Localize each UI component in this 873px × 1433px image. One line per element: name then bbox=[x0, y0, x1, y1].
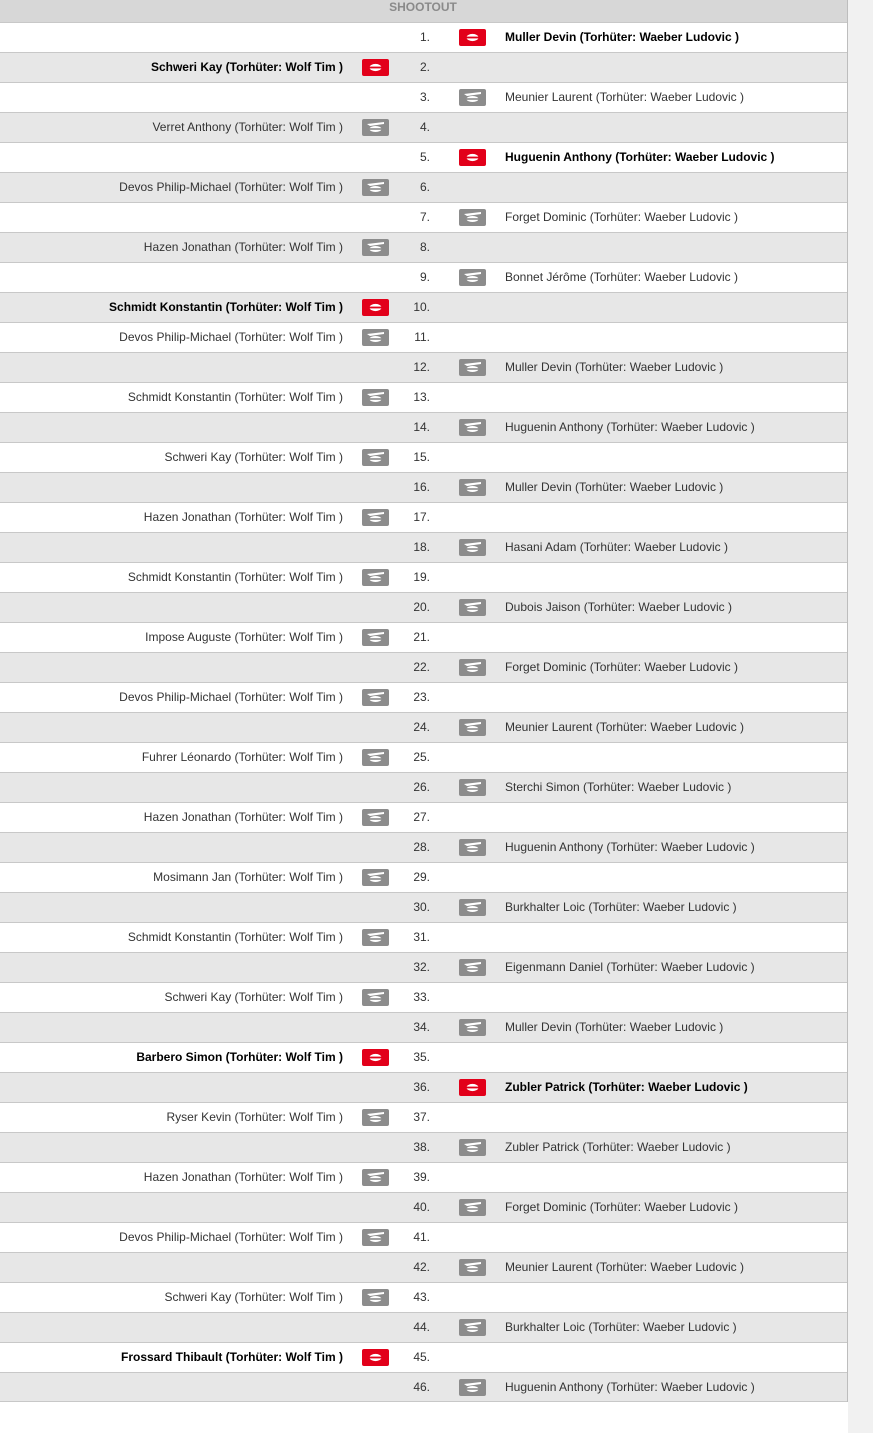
shootout-header bbox=[0, 0, 847, 22]
miss-puck-icon bbox=[459, 1259, 486, 1276]
shootout-row bbox=[0, 1042, 847, 1072]
home-shooter-name: Schmidt Konstantin (Torhüter: Wolf Tim ) bbox=[127, 570, 343, 584]
attempt-number: 34. bbox=[413, 1020, 430, 1034]
miss-puck-icon bbox=[459, 1379, 486, 1396]
home-shooter-name: Devos Philip-Michael (Torhüter: Wolf Tim ) bbox=[119, 180, 343, 194]
miss-puck-icon bbox=[459, 479, 486, 496]
attempt-number: 40. bbox=[413, 1200, 430, 1214]
miss-puck-icon bbox=[362, 329, 389, 346]
away-shooter-name: Dubois Jaison (Torhüter: Waeber Ludovic ) bbox=[505, 600, 732, 614]
away-shooter-name: Forget Dominic (Torhüter: Waeber Ludovic ) bbox=[505, 1200, 738, 1214]
attempt-number: 20. bbox=[413, 600, 430, 614]
miss-puck-icon bbox=[362, 239, 389, 256]
shootout-row bbox=[0, 772, 847, 802]
away-shooter-name: Sterchi Simon (Torhüter: Waeber Ludovic ) bbox=[505, 780, 732, 794]
attempt-number: 25. bbox=[413, 750, 430, 764]
home-shooter-name: Schmidt Konstantin (Torhüter: Wolf Tim ) bbox=[127, 390, 343, 404]
away-shooter-name: Hasani Adam (Torhüter: Waeber Ludovic ) bbox=[505, 540, 728, 554]
shootout-row bbox=[0, 892, 847, 922]
attempt-number: 44. bbox=[413, 1320, 430, 1334]
attempt-number: 2. bbox=[419, 60, 430, 74]
goal-puck-icon bbox=[362, 299, 389, 316]
away-shooter-name: Muller Devin (Torhüter: Waeber Ludovic ) bbox=[505, 480, 724, 494]
away-shooter-name: Zubler Patrick (Torhüter: Waeber Ludovic ) bbox=[505, 1140, 731, 1154]
attempt-number: 9. bbox=[419, 270, 430, 284]
home-shooter-name: Barbero Simon (Torhüter: Wolf Tim ) bbox=[136, 1050, 343, 1064]
attempt-number: 31. bbox=[413, 930, 430, 944]
goal-puck-icon bbox=[362, 1349, 389, 1366]
shootout-row bbox=[0, 22, 847, 52]
shootout-row bbox=[0, 562, 847, 592]
shootout-row bbox=[0, 112, 847, 142]
attempt-number: 3. bbox=[419, 90, 430, 104]
shootout-row bbox=[0, 442, 847, 472]
shootout-row bbox=[0, 1282, 847, 1312]
miss-puck-icon bbox=[459, 599, 486, 616]
shootout-row bbox=[0, 262, 847, 292]
shootout-row bbox=[0, 742, 847, 772]
shootout-row bbox=[0, 82, 847, 112]
shootout-row bbox=[0, 232, 847, 262]
miss-puck-icon bbox=[459, 899, 486, 916]
attempt-number: 7. bbox=[419, 210, 430, 224]
home-shooter-name: Devos Philip-Michael (Torhüter: Wolf Tim ) bbox=[119, 330, 343, 344]
attempt-number: 45. bbox=[413, 1350, 430, 1364]
shootout-row bbox=[0, 412, 847, 442]
home-shooter-name: Hazen Jonathan (Torhüter: Wolf Tim ) bbox=[143, 510, 343, 524]
attempt-number: 23. bbox=[413, 690, 430, 704]
shootout-row bbox=[0, 1102, 847, 1132]
away-shooter-name: Huguenin Anthony (Torhüter: Waeber Ludovic ) bbox=[505, 420, 755, 434]
shootout-row bbox=[0, 1132, 847, 1162]
shootout-row bbox=[0, 802, 847, 832]
home-shooter-name: Hazen Jonathan (Torhüter: Wolf Tim ) bbox=[143, 1170, 343, 1184]
away-shooter-name: Eigenmann Daniel (Torhüter: Waeber Ludovic ) bbox=[505, 960, 755, 974]
away-shooter-name: Meunier Laurent (Torhüter: Waeber Ludovic ) bbox=[505, 90, 745, 104]
attempt-number: 22. bbox=[413, 660, 430, 674]
away-shooter-name: Burkhalter Loic (Torhüter: Waeber Ludovic ) bbox=[505, 1320, 737, 1334]
attempt-number: 39. bbox=[413, 1170, 430, 1184]
miss-puck-icon bbox=[459, 359, 486, 376]
home-shooter-name: Frossard Thibault (Torhüter: Wolf Tim ) bbox=[121, 1350, 343, 1364]
shootout-row bbox=[0, 1072, 847, 1102]
shootout-row bbox=[0, 982, 847, 1012]
attempt-number: 37. bbox=[413, 1110, 430, 1124]
shootout-rows bbox=[0, 22, 847, 1402]
away-shooter-name: Forget Dominic (Torhüter: Waeber Ludovic ) bbox=[505, 660, 738, 674]
away-shooter-name: Forget Dominic (Torhüter: Waeber Ludovic ) bbox=[505, 210, 738, 224]
attempt-number: 35. bbox=[413, 1050, 430, 1064]
miss-puck-icon bbox=[459, 419, 486, 436]
away-shooter-name: Huguenin Anthony (Torhüter: Waeber Ludovic ) bbox=[505, 150, 775, 164]
miss-puck-icon bbox=[459, 539, 486, 556]
attempt-number: 4. bbox=[419, 120, 430, 134]
shootout-row bbox=[0, 652, 847, 682]
miss-puck-icon bbox=[362, 809, 389, 826]
attempt-number: 5. bbox=[419, 150, 430, 164]
attempt-number: 33. bbox=[413, 990, 430, 1004]
away-shooter-name: Muller Devin (Torhüter: Waeber Ludovic ) bbox=[505, 30, 740, 44]
shootout-title: SHOOTOUT bbox=[389, 0, 457, 14]
away-shooter-name: Huguenin Anthony (Torhüter: Waeber Ludovic ) bbox=[505, 1380, 755, 1394]
shootout-row bbox=[0, 172, 847, 202]
attempt-number: 10. bbox=[413, 300, 430, 314]
miss-puck-icon bbox=[362, 449, 389, 466]
shootout-row bbox=[0, 292, 847, 322]
miss-puck-icon bbox=[362, 689, 389, 706]
miss-puck-icon bbox=[362, 1169, 389, 1186]
miss-puck-icon bbox=[459, 779, 486, 796]
attempt-number: 12. bbox=[413, 360, 430, 374]
attempt-number: 36. bbox=[413, 1080, 430, 1094]
attempt-number: 19. bbox=[413, 570, 430, 584]
shootout-row bbox=[0, 862, 847, 892]
attempt-number: 8. bbox=[419, 240, 430, 254]
shootout-row bbox=[0, 1372, 847, 1402]
shootout-row bbox=[0, 532, 847, 562]
attempt-number: 14. bbox=[413, 420, 430, 434]
miss-puck-icon bbox=[459, 1139, 486, 1156]
home-shooter-name: Mosimann Jan (Torhüter: Wolf Tim ) bbox=[153, 870, 343, 884]
attempt-number: 43. bbox=[413, 1290, 430, 1304]
attempt-number: 42. bbox=[413, 1260, 430, 1274]
attempt-number: 46. bbox=[413, 1380, 430, 1394]
home-shooter-name: Devos Philip-Michael (Torhüter: Wolf Tim ) bbox=[119, 690, 343, 704]
miss-puck-icon bbox=[362, 569, 389, 586]
shootout-row bbox=[0, 1192, 847, 1222]
home-shooter-name: Ryser Kevin (Torhüter: Wolf Tim ) bbox=[166, 1110, 343, 1124]
miss-puck-icon bbox=[362, 629, 389, 646]
shootout-row bbox=[0, 682, 847, 712]
miss-puck-icon bbox=[459, 1319, 486, 1336]
miss-puck-icon bbox=[459, 1199, 486, 1216]
page-background-right bbox=[848, 0, 873, 1433]
attempt-number: 38. bbox=[413, 1140, 430, 1154]
attempt-number: 15. bbox=[413, 450, 430, 464]
away-shooter-name: Muller Devin (Torhüter: Waeber Ludovic ) bbox=[505, 360, 724, 374]
shootout-row bbox=[0, 622, 847, 652]
miss-puck-icon bbox=[459, 89, 486, 106]
shootout-row bbox=[0, 592, 847, 622]
attempt-number: 21. bbox=[413, 630, 430, 644]
attempt-number: 28. bbox=[413, 840, 430, 854]
shootout-row bbox=[0, 52, 847, 82]
attempt-number: 29. bbox=[413, 870, 430, 884]
attempt-number: 6. bbox=[419, 180, 430, 194]
attempt-number: 27. bbox=[413, 810, 430, 824]
shootout-row bbox=[0, 1222, 847, 1252]
attempt-number: 32. bbox=[413, 960, 430, 974]
away-shooter-name: Burkhalter Loic (Torhüter: Waeber Ludovic ) bbox=[505, 900, 737, 914]
miss-puck-icon bbox=[362, 929, 389, 946]
away-shooter-name: Meunier Laurent (Torhüter: Waeber Ludovic ) bbox=[505, 1260, 745, 1274]
goal-puck-icon bbox=[362, 59, 389, 76]
shootout-row bbox=[0, 1252, 847, 1282]
attempt-number: 1. bbox=[419, 30, 430, 44]
shootout-row bbox=[0, 472, 847, 502]
home-shooter-name: Hazen Jonathan (Torhüter: Wolf Tim ) bbox=[143, 240, 343, 254]
shootout-row bbox=[0, 142, 847, 172]
miss-puck-icon bbox=[362, 869, 389, 886]
attempt-number: 26. bbox=[413, 780, 430, 794]
home-shooter-name: Schweri Kay (Torhüter: Wolf Tim ) bbox=[164, 450, 343, 464]
goal-puck-icon bbox=[362, 1049, 389, 1066]
away-shooter-name: Muller Devin (Torhüter: Waeber Ludovic ) bbox=[505, 1020, 724, 1034]
attempt-number: 30. bbox=[413, 900, 430, 914]
miss-puck-icon bbox=[362, 989, 389, 1006]
home-shooter-name: Verret Anthony (Torhüter: Wolf Tim ) bbox=[152, 120, 343, 134]
attempt-number: 17. bbox=[413, 510, 430, 524]
attempt-number: 24. bbox=[413, 720, 430, 734]
miss-puck-icon bbox=[362, 1289, 389, 1306]
shootout-row bbox=[0, 1312, 847, 1342]
miss-puck-icon bbox=[459, 839, 486, 856]
home-shooter-name: Hazen Jonathan (Torhüter: Wolf Tim ) bbox=[143, 810, 343, 824]
away-shooter-name: Huguenin Anthony (Torhüter: Waeber Ludovic ) bbox=[505, 840, 755, 854]
home-shooter-name: Fuhrer Léonardo (Torhüter: Wolf Tim ) bbox=[141, 750, 343, 764]
away-shooter-name: Zubler Patrick (Torhüter: Waeber Ludovic ) bbox=[505, 1080, 748, 1094]
miss-puck-icon bbox=[362, 509, 389, 526]
miss-puck-icon bbox=[459, 1019, 486, 1036]
miss-puck-icon bbox=[459, 719, 486, 736]
attempt-number: 41. bbox=[413, 1230, 430, 1244]
miss-puck-icon bbox=[362, 749, 389, 766]
shootout-row bbox=[0, 712, 847, 742]
shootout-row bbox=[0, 922, 847, 952]
away-shooter-name: Bonnet Jérôme (Torhüter: Waeber Ludovic ) bbox=[505, 270, 738, 284]
miss-puck-icon bbox=[362, 119, 389, 136]
shootout-row bbox=[0, 322, 847, 352]
shootout-row bbox=[0, 1342, 847, 1372]
miss-puck-icon bbox=[459, 209, 486, 226]
home-shooter-name: Schweri Kay (Torhüter: Wolf Tim ) bbox=[164, 990, 343, 1004]
attempt-number: 16. bbox=[413, 480, 430, 494]
miss-puck-icon bbox=[362, 389, 389, 406]
shootout-row bbox=[0, 502, 847, 532]
attempt-number: 11. bbox=[414, 330, 430, 344]
miss-puck-icon bbox=[362, 179, 389, 196]
goal-puck-icon bbox=[459, 149, 486, 166]
attempt-number: 18. bbox=[413, 540, 430, 554]
shootout-row bbox=[0, 952, 847, 982]
shootout-row bbox=[0, 832, 847, 862]
attempt-number: 13. bbox=[413, 390, 430, 404]
home-shooter-name: Schmidt Konstantin (Torhüter: Wolf Tim ) bbox=[109, 300, 343, 314]
away-shooter-name: Meunier Laurent (Torhüter: Waeber Ludovic ) bbox=[505, 720, 745, 734]
shootout-row bbox=[0, 1162, 847, 1192]
miss-puck-icon bbox=[459, 659, 486, 676]
home-shooter-name: Impose Auguste (Torhüter: Wolf Tim ) bbox=[145, 630, 343, 644]
home-shooter-name: Devos Philip-Michael (Torhüter: Wolf Tim ) bbox=[119, 1230, 343, 1244]
miss-puck-icon bbox=[362, 1229, 389, 1246]
miss-puck-icon bbox=[459, 959, 486, 976]
home-shooter-name: Schmidt Konstantin (Torhüter: Wolf Tim ) bbox=[127, 930, 343, 944]
goal-puck-icon bbox=[459, 1079, 486, 1096]
shootout-row bbox=[0, 202, 847, 232]
goal-puck-icon bbox=[459, 29, 486, 46]
miss-puck-icon bbox=[362, 1109, 389, 1126]
shootout-row bbox=[0, 1012, 847, 1042]
home-shooter-name: Schweri Kay (Torhüter: Wolf Tim ) bbox=[164, 1290, 343, 1304]
miss-puck-icon bbox=[459, 269, 486, 286]
home-shooter-name: Schweri Kay (Torhüter: Wolf Tim ) bbox=[150, 60, 343, 74]
shootout-row bbox=[0, 382, 847, 412]
shootout-row bbox=[0, 352, 847, 382]
